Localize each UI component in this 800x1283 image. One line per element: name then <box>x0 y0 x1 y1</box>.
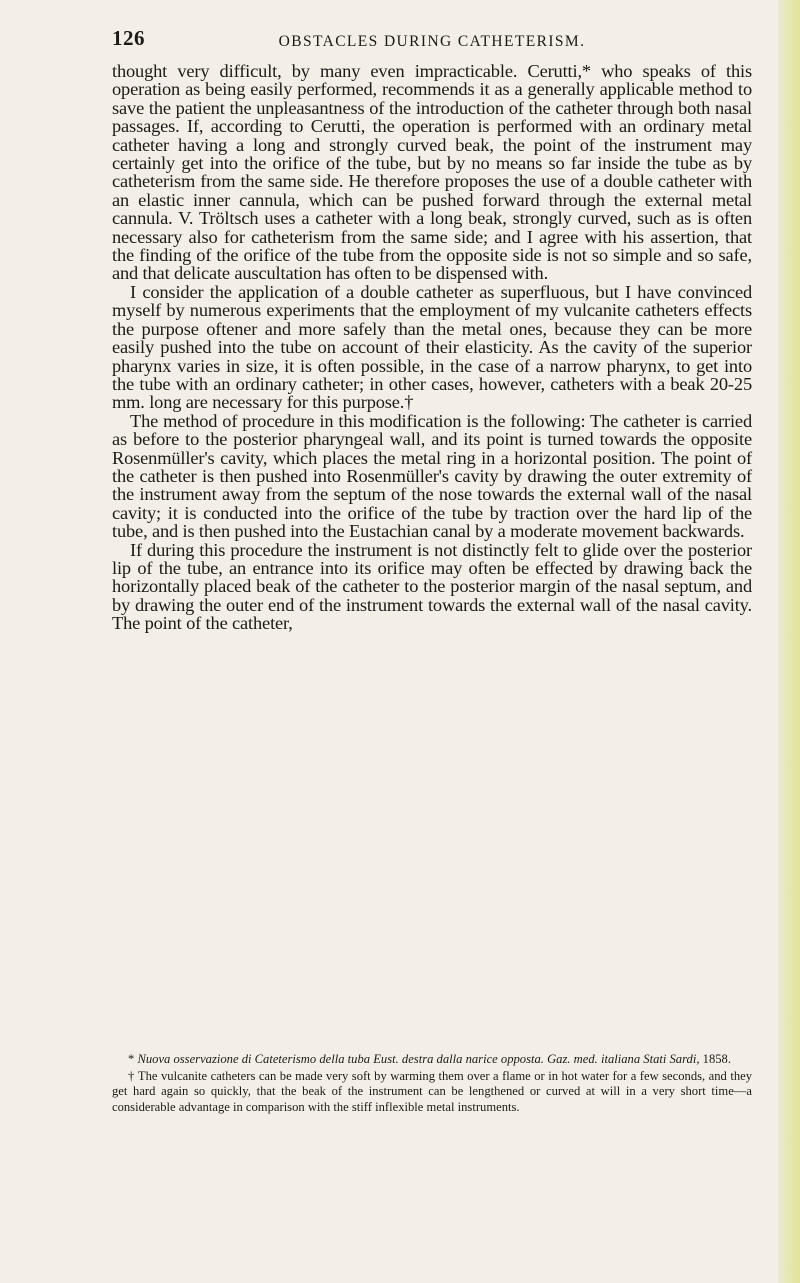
footnote-mark: * <box>128 1052 135 1066</box>
page-number: 126 <box>112 26 145 50</box>
running-head: OBSTACLES DURING CATHETERISM. <box>278 33 586 50</box>
body-text <box>112 62 752 633</box>
page-edge <box>778 0 800 1283</box>
paragraph: I consider the application of a double catheter as superfluous, but I have convinced myself by numerous experiments that the employment of my vulcanite catheters effects the purpose oftener and more safely than the metal ones, because they can be more easily pushed into the tube on account of their elasticity. As the cavity of the superior pharynx varies in size, it is often possible, in the case of a narrow pharynx, to get into the tube with an ordinary catheter; in other cases, however, catheters with a beak 20-25 mm. long are necessary for this purpose.† <box>112 281 752 413</box>
footnote <box>112 1069 752 1115</box>
paragraph: If during this procedure the instrument is not distinctly felt to glide over the posterior lip of the tube, an entrance into its orifice may often be effected by drawing back the horizontally placed beak of the catheter to the posterior margin of the nasal septum, and by drawing the outer end of the instrument towards the external wall of the nasal cavity. The point of the catheter, <box>112 539 752 634</box>
footnote-text: 1858. <box>702 1052 731 1066</box>
footnote-source: Nuova osservazione di Cateterismo della tuba Eust. destra dalla narice opposta. Gaz. med. italiana Stati Sardi, <box>137 1052 700 1066</box>
footnotes <box>112 1052 752 1117</box>
footnote <box>112 1052 752 1067</box>
paragraph: thought very difficult, by many even impracticable. Cerutti,* who speaks of this operation as being easily performed, recommends it as a generally applicable method to save the patient the unpleasantness of the introduction of the catheter through both nasal passages. If, according to Cerutti, the operation is performed with an ordinary metal catheter having a long and strongly curved beak, the point of the instrument may certainly get into the orifice of the tube, but by no means so far inside the tube as by catheterism from the same side. He therefore proposes the use of a double catheter with an elastic inner cannula, which can be pushed forward through the external metal cannula. V. Tröltsch uses a catheter with a long beak, strongly curved, such as is often necessary also for catheterism from the same side; and I agree with his assertion, that the finding of the orifice of the tube from the opposite side is not so simple and so safe, and that delicate auscultation has often to be dispensed with. <box>112 61 752 284</box>
footnote-mark: † <box>128 1069 135 1084</box>
footnote-text: The vulcanite catheters can be made very soft by warming them over a flame or in hot water for a few seconds, and they get hard again so quickly, that the beak of the instrument can be lengthened or curved at will in a very short time—a considerable advantage in comparison with the stiff inflexible metal instruments. <box>112 1069 753 1114</box>
page-header <box>112 26 752 56</box>
paragraph: The method of procedure in this modification is the following: The catheter is carried as before to the posterior pharyngeal wall, and its point is turned towards the opposite Rosenmüller's cavity, which places the metal ring in a horizontal position. The point of the catheter is then pushed into Rosenmüller's cavity by drawing the outer extremity of the instrument away from the septum of the nose towards the external wall of the nasal cavity; it is conducted into the orifice of the tube by traction over the hard lip of the tube, and is then pushed into the Eustachian canal by a moderate movement backwards. <box>112 410 752 542</box>
